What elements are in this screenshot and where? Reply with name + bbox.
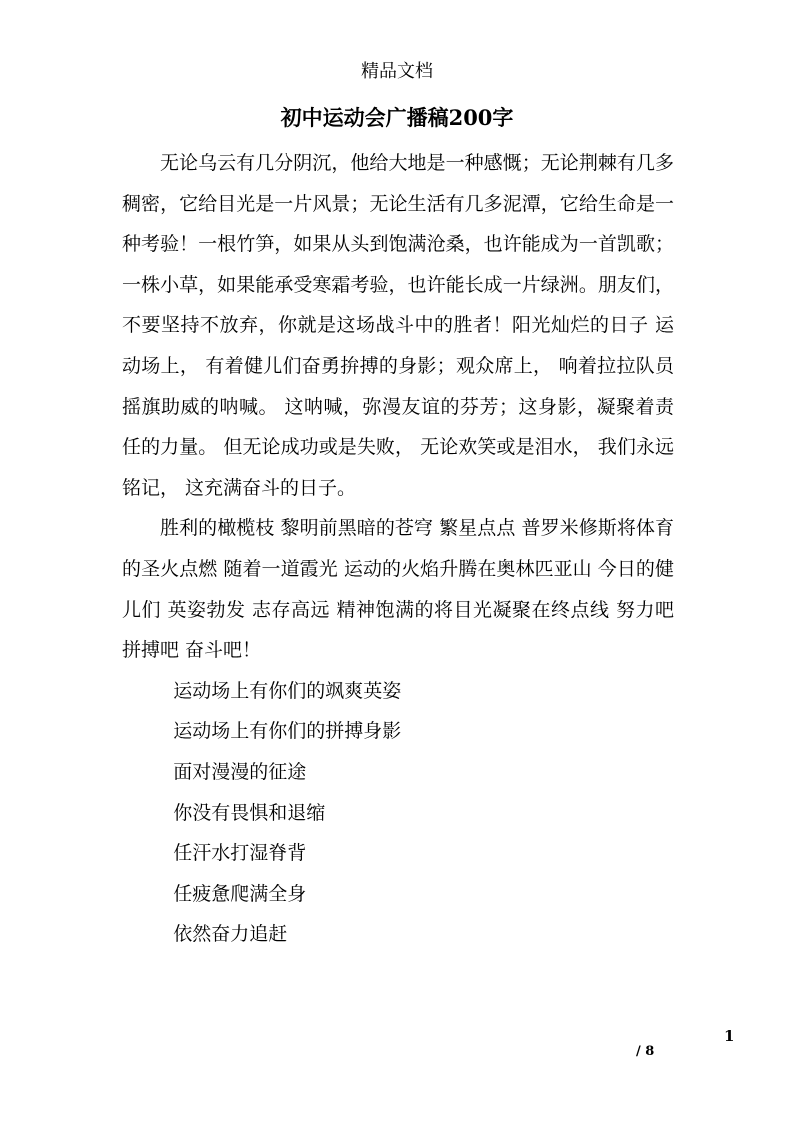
verse-line-4: 你没有畏惧和退缩	[173, 801, 326, 824]
document-title: 初中运动会广播稿200字	[280, 105, 514, 130]
verse-line-2: 运动场上有你们的拼搏身影	[173, 720, 402, 743]
verse-line-5: 任汗水打湿脊背	[173, 842, 307, 865]
paragraph-2: 胜利的橄榄枝 黎明前黑暗的苍穹 繁星点点 普罗米修斯将体育的圣火点燃 随着一道霞光 运动的火焰升腾在奥林匹亚山 今日的健儿们 英姿勃发 志存高远 精神饱满的将目光凝聚在终点线 努力吧 拼搏吧 奋斗吧！	[122, 517, 674, 662]
document-header: 精品文档	[361, 61, 433, 82]
verse-line-6: 任疲惫爬满全身	[173, 882, 307, 905]
verse-line-3: 面对漫漫的征途	[173, 760, 307, 783]
page-total: / 8	[636, 1044, 655, 1059]
document-body	[122, 143, 674, 955]
verse-line-1: 运动场上有你们的飒爽英姿	[173, 679, 402, 702]
paragraph-1: 无论乌云有几分阴沉，他给大地是一种感慨；无论荆棘有几多稠密，它给目光是一片风景；无论生活有几多泥潭，它给生命是一种考验！一根竹笋，如果从头到饱满沧桑，也许能成为一首凯歌；一株小草，如果能承受寒霜考验，也许能长成一片绿洲。朋友们，不要坚持不放弃，你就是这场战斗中的胜者！阳光灿烂的日子 运动场上， 有着健儿们奋勇拚搏的身影；观众席上， 响着拉拉队员摇旗助威的呐喊。 这呐喊，弥漫友谊的芬芳；这身影，凝聚着责任的力量。 但无论成功或是失败， 无论欢笑或是泪水， 我们永远铭记， 这充满奋斗的日子。	[122, 152, 674, 499]
page-number: 1	[724, 1027, 735, 1045]
verse-line-7: 依然奋力追赶	[173, 923, 288, 946]
